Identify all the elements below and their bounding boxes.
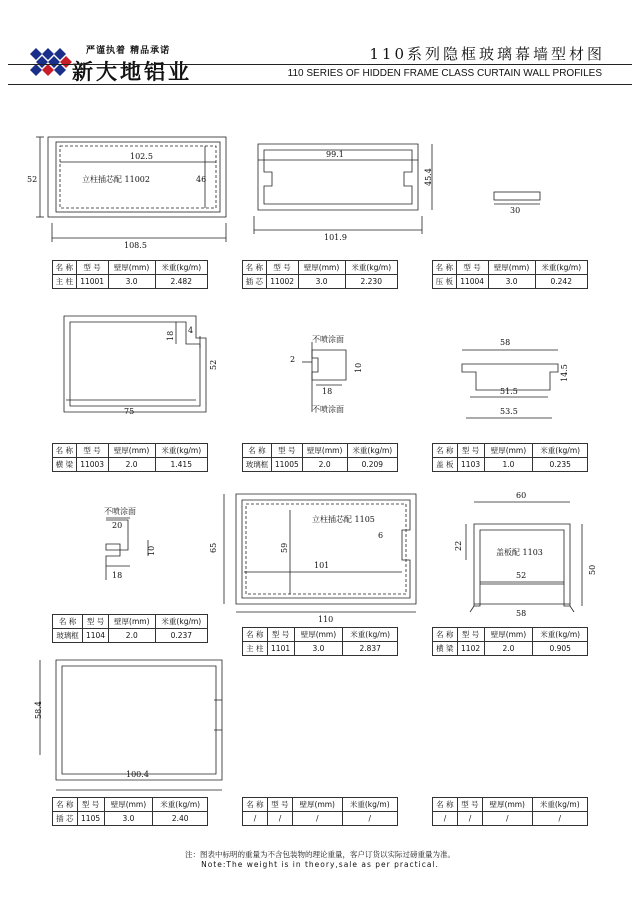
col-model: 型 号 [267,628,294,642]
cell-name: 插 芯 [243,275,267,289]
cell-thickness: 2.0 [108,629,155,643]
cell-thickness: / [292,812,342,826]
col-model: 型 号 [266,261,298,275]
cell-name: / [433,812,458,826]
profile-drawing-1101 [224,494,416,612]
dim-label: 59 [280,542,289,553]
col-weight: 米重(kg/m) [342,798,397,812]
spec-table-11001 [52,260,208,289]
dim-label: 30 [510,206,521,215]
col-weight: 米重(kg/m) [533,444,588,458]
dim-label: 58 [516,609,527,618]
col-model: 型 号 [83,615,109,629]
spec-table-empty [432,797,588,826]
dim-label: 45.4 [424,168,433,186]
cell-thickness: 3.0 [294,642,343,656]
dim-label: 10 [354,362,363,373]
cell-thickness: 1.0 [484,458,533,472]
dim-label: 101.9 [324,233,347,242]
col-weight: 米重(kg/m) [347,444,397,458]
cell-name: 玻璃框 [53,629,83,643]
cell-model: 1104 [83,629,109,643]
cell-weight: 1.415 [155,458,208,472]
cell-model: / [267,812,292,826]
company-slogan: 严谨执着 精品承诺 [86,46,171,56]
col-name: 名 称 [433,261,457,275]
dim-label: 18 [322,387,333,396]
cell-name: 玻璃框 [243,458,272,472]
dim-label: 110 [318,615,334,624]
dim-label: 6 [378,531,384,540]
col-model: 型 号 [76,444,108,458]
col-thickness: 壁厚(mm) [484,444,533,458]
cell-name: 主 柱 [53,275,77,289]
col-name: 名 称 [243,628,268,642]
cell-thickness: 3.0 [488,275,535,289]
col-model: 型 号 [267,798,292,812]
dim-label: 52 [27,175,38,184]
cell-thickness: / [482,812,532,826]
cell-weight: 0.235 [533,458,588,472]
dim-label: 2 [290,355,296,364]
dim-label: 101 [314,561,330,570]
dim-label: 14.5 [560,364,569,382]
cell-model: 1102 [457,642,484,656]
cell-thickness: 2.0 [108,458,155,472]
profile-note: 不喷涂面 [312,335,344,344]
cell-model: 11003 [76,458,108,472]
cell-thickness: 2.0 [302,458,347,472]
dim-label: 20 [112,521,123,530]
cell-name: 横 梁 [53,458,77,472]
cell-weight: 2.837 [343,642,398,656]
col-model: 型 号 [457,444,484,458]
col-model: 型 号 [457,628,484,642]
col-thickness: 壁厚(mm) [108,444,155,458]
col-weight: 米重(kg/m) [533,628,588,642]
profile-note: 立柱插芯配 1105 [312,515,375,524]
col-name: 名 称 [53,798,78,812]
col-thickness: 壁厚(mm) [108,261,155,275]
spec-table-1103 [432,443,588,472]
dim-label: 46 [196,175,207,184]
cell-thickness: 3.0 [298,275,345,289]
col-name: 名 称 [433,444,458,458]
dim-label: 60 [516,491,527,500]
cell-model: 11002 [266,275,298,289]
col-weight: 米重(kg/m) [155,444,208,458]
col-weight: 米重(kg/m) [153,798,208,812]
cell-model: 11004 [456,275,488,289]
col-model: 型 号 [456,261,488,275]
col-name: 名 称 [433,798,458,812]
dim-label: 65 [209,542,218,553]
col-thickness: 壁厚(mm) [292,798,342,812]
cell-thickness: 3.0 [104,812,153,826]
col-weight: 米重(kg/m) [535,261,588,275]
col-weight: 米重(kg/m) [155,261,208,275]
spec-table-1104 [52,614,208,643]
col-name: 名 称 [243,261,267,275]
spec-table-11003 [52,443,208,472]
col-thickness: 壁厚(mm) [484,628,533,642]
dim-label: 58.4 [34,701,43,719]
col-weight: 米重(kg/m) [532,798,587,812]
spec-table-11004 [432,260,588,289]
col-model: 型 号 [77,798,104,812]
col-thickness: 壁厚(mm) [294,628,343,642]
cell-weight: / [532,812,587,826]
footnote-en: Note:The weight is in theory,sale as per practical. [201,860,439,869]
profile-note: 立柱插芯配 11002 [82,175,150,184]
cell-name: 盖 板 [433,458,458,472]
profile-drawing-11005 [302,342,346,412]
col-model: 型 号 [271,444,302,458]
profile-note: 不喷涂面 [312,405,344,414]
page-title-en: 110 SERIES OF HIDDEN FRAME CLASS CURTAIN WALL PROFILES [287,68,602,79]
dim-label: 100.4 [126,770,149,779]
cell-weight: 2.482 [155,275,208,289]
cell-weight: 2.40 [153,812,208,826]
col-model: 型 号 [76,261,108,275]
cell-name: 压 板 [433,275,457,289]
spec-table-11002 [242,260,398,289]
dim-label: 4 [188,326,194,335]
col-thickness: 壁厚(mm) [482,798,532,812]
profile-note: 不喷涂面 [104,507,136,516]
col-name: 名 称 [433,628,458,642]
cell-weight: 0.237 [155,629,207,643]
cell-model: 1101 [267,642,294,656]
dim-label: 51.5 [500,387,518,396]
dim-label: 18 [112,571,123,580]
profile-drawing-11004 [494,192,540,204]
dim-label: 53.5 [500,407,518,416]
dim-label: 22 [454,540,463,551]
cell-name: 横 梁 [433,642,458,656]
col-weight: 米重(kg/m) [345,261,398,275]
footnote-cn: 注：图表中标明的重量为不含包装物的理论重量，客户订货以实际过磅重量为准。 [185,850,455,859]
profile-drawing-11003 [64,316,206,412]
page-title-cn: 110系列隐框玻璃幕墙型材图 [369,45,605,63]
spec-table-1101 [242,627,398,656]
dim-label: 75 [124,407,135,416]
cell-weight: / [342,812,397,826]
col-name: 名 称 [53,444,77,458]
cell-weight: 2.230 [345,275,398,289]
cell-thickness: 3.0 [108,275,155,289]
col-weight: 米重(kg/m) [155,615,207,629]
cell-name: 插 芯 [53,812,78,826]
col-weight: 米重(kg/m) [343,628,398,642]
cell-weight: 0.242 [535,275,588,289]
profile-note: 盖板配 1103 [496,548,543,557]
dim-label: 58 [500,338,511,347]
cell-model: 11001 [76,275,108,289]
cell-name: / [243,812,268,826]
dim-label: 18 [166,330,175,341]
spec-table-11005 [242,443,398,472]
cell-thickness: 2.0 [484,642,533,656]
cell-model: 1105 [77,812,104,826]
col-name: 名 称 [243,798,268,812]
cell-model: 1103 [457,458,484,472]
dim-label: 52 [516,571,527,580]
company-name: 新大地铝业 [72,59,192,84]
dim-label: 10 [147,545,156,556]
cell-model: / [457,812,482,826]
profile-drawing-1102 [466,502,582,612]
col-name: 名 称 [53,615,83,629]
col-thickness: 壁厚(mm) [108,615,155,629]
col-name: 名 称 [53,261,77,275]
cell-name: 主 柱 [243,642,268,656]
col-thickness: 壁厚(mm) [302,444,347,458]
dim-label: 99.1 [326,150,344,159]
col-thickness: 壁厚(mm) [104,798,153,812]
dim-label: 108.5 [124,241,147,250]
spec-table-1102 [432,627,588,656]
dim-label: 102.5 [130,152,153,161]
col-thickness: 壁厚(mm) [488,261,535,275]
cell-weight: 0.209 [347,458,397,472]
col-model: 型 号 [457,798,482,812]
dim-label: 50 [588,564,597,575]
dim-label: 52 [209,359,218,370]
cell-weight: 0.905 [533,642,588,656]
col-thickness: 壁厚(mm) [298,261,345,275]
spec-table-1105 [52,797,208,826]
cell-model: 11005 [271,458,302,472]
spec-table-empty [242,797,398,826]
col-name: 名 称 [243,444,272,458]
